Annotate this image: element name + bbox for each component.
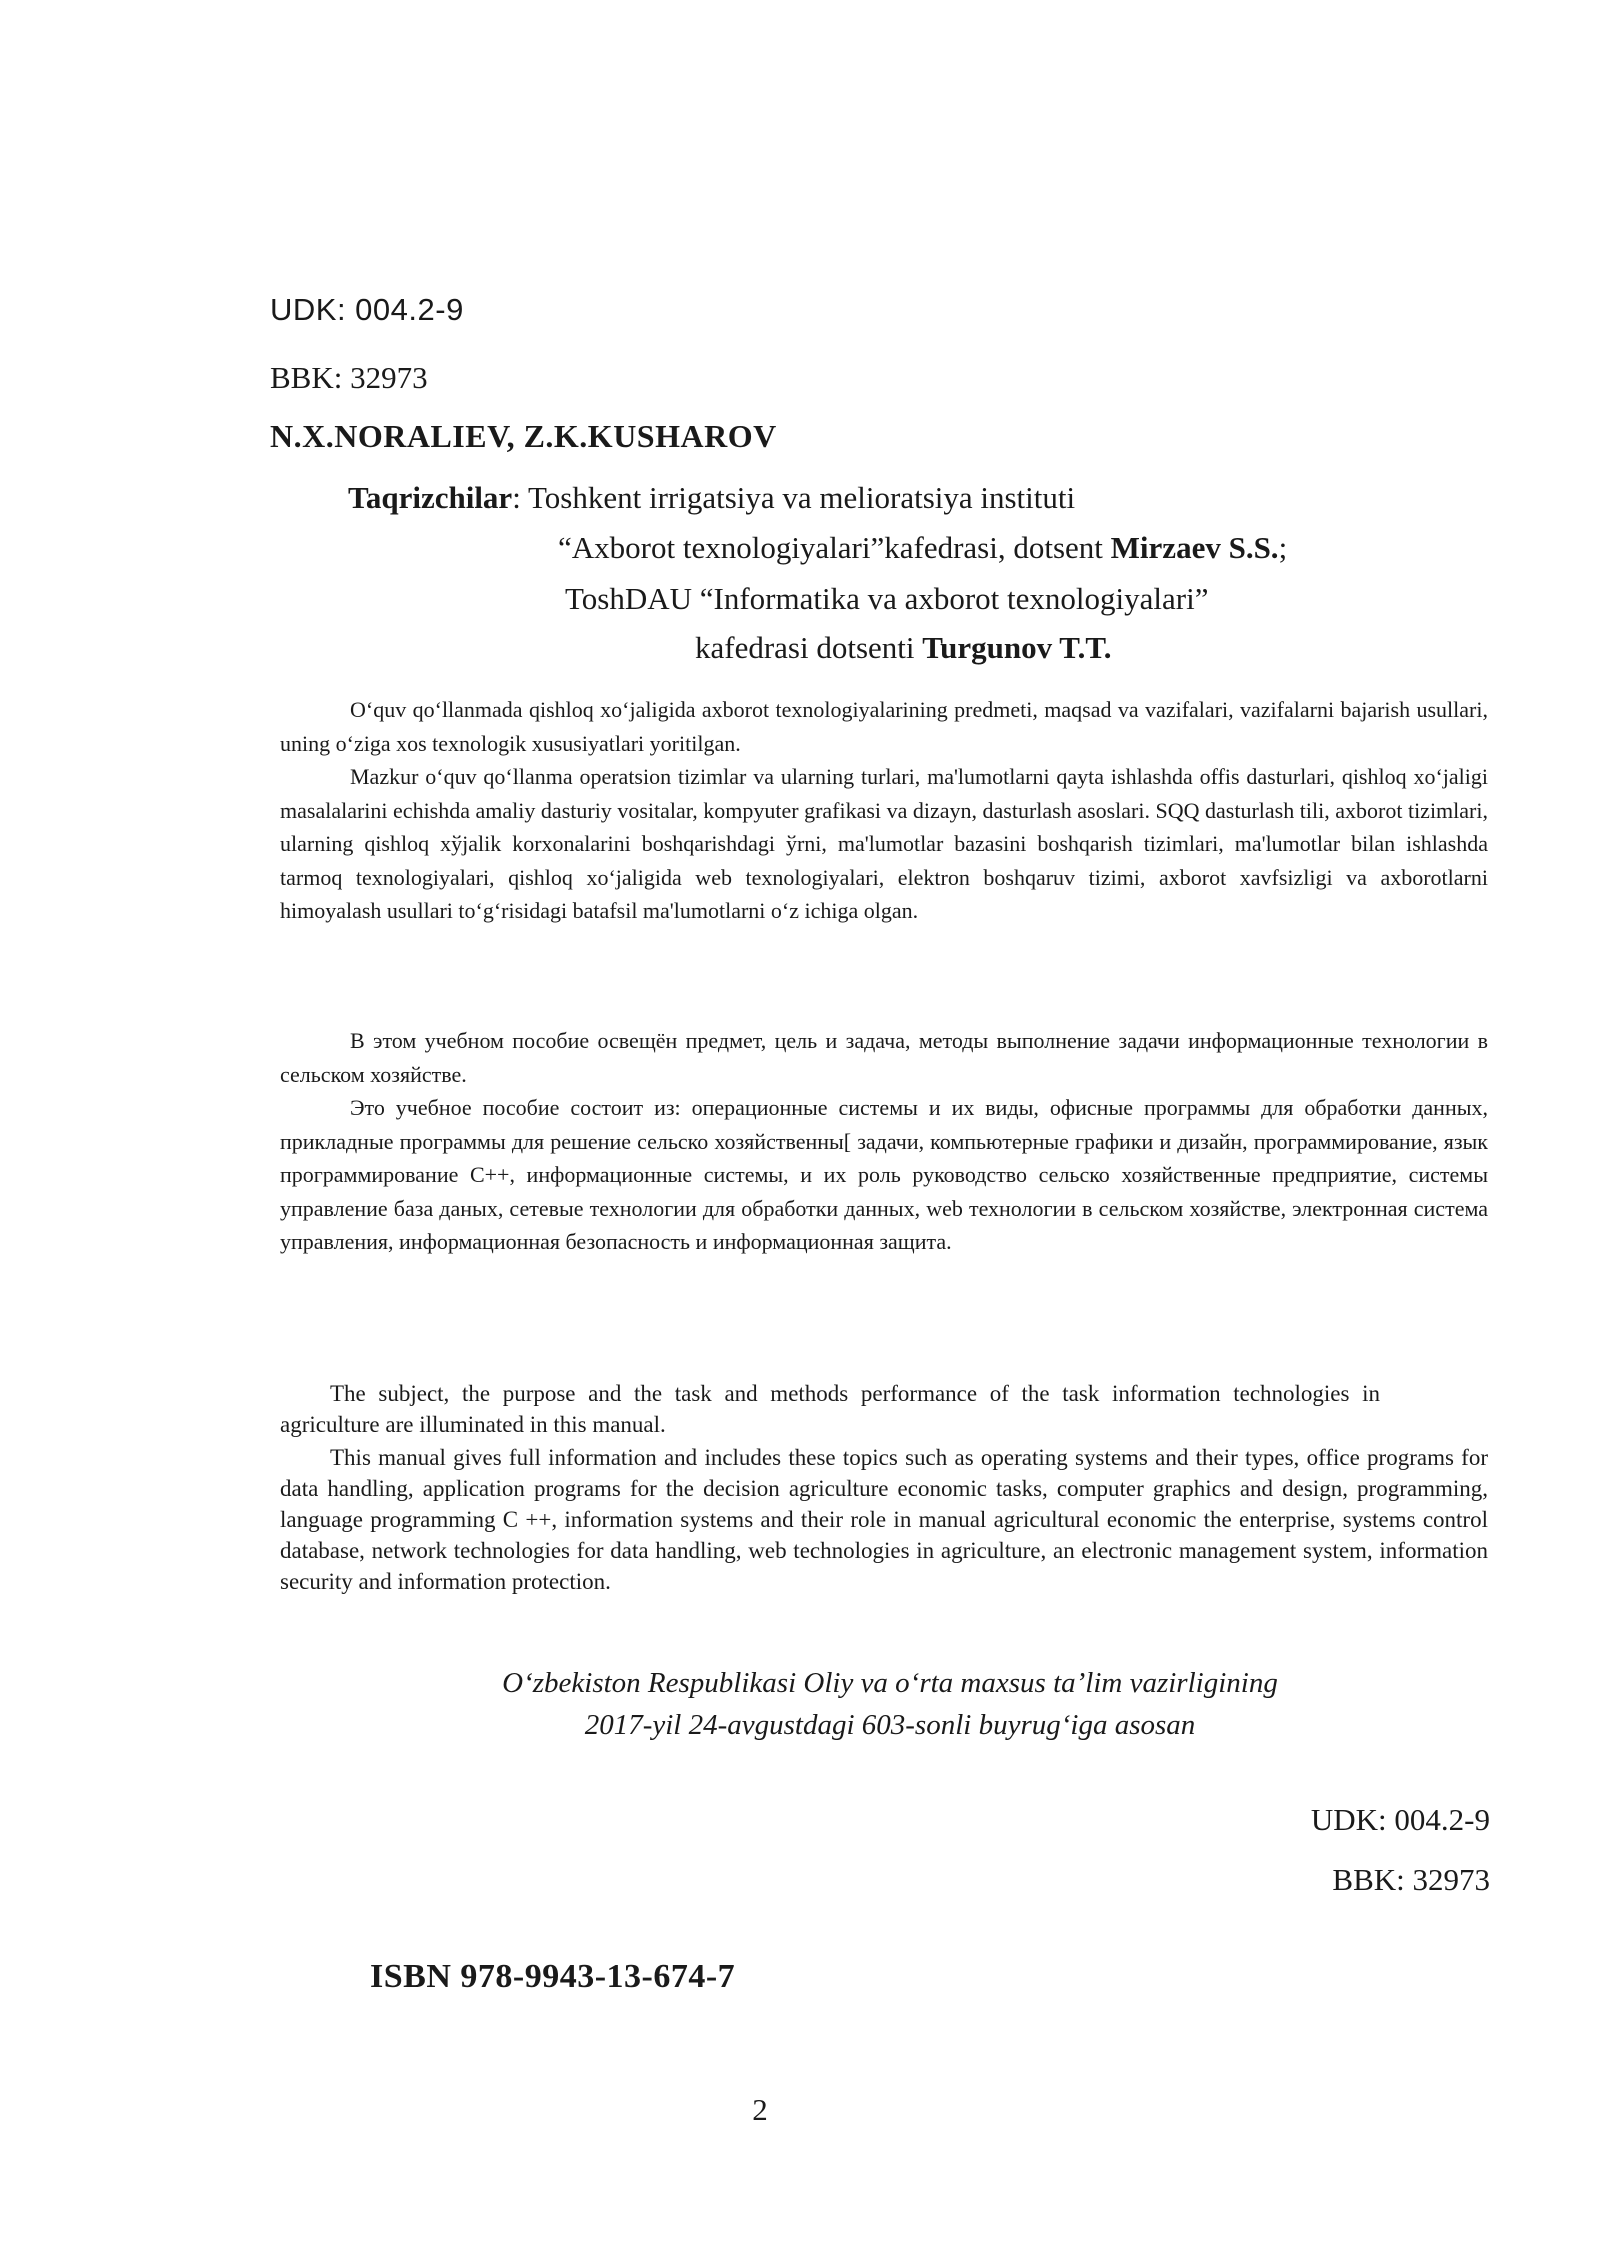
reviewer-punctuation: ; [1278, 530, 1288, 565]
reviewers-line-1 [348, 482, 1075, 513]
bbk-code-bottom: BBK: 32973 [1332, 1862, 1490, 1897]
udk-code-bottom: UDK: 004.2-9 [1310, 1802, 1490, 1837]
reviewers-line-4 [695, 632, 1112, 663]
isbn: ISBN 978-9943-13-674-7 [370, 1958, 736, 1995]
abstract-uz-paragraph-2: Mazkur o‘quv qo‘llanma operatsion tizimlar va ularning turlari, ma'lumotlarni qayta ishlashda offis dasturlari, qishloq xo‘jaligi masalalarini echishda amaliy dasturiy vositalar, kompyuter grafikasi va dizayn, dasturlash asoslari. SQQ dasturlash tili, axborot tizimlari, ularning qishloq xўjalik korxonalarini boshqarishdagi ўrni, ma'lumotlar bazasini boshqarish tizimlari, ma'lumotlar bilan ishlashda tarmoq texnologiyalari, qishloq xo‘jaligida web texnologiyalari, elektron boshqaruv tizimi, axborot xavfsizligi va axborotlarni himoyalash usullari to‘g‘risidagi batafsil ma'lumotlarni o‘z ichiga olgan. [280, 764, 1488, 923]
reviewer-institution-1: : Toshkent irrigatsiya va melioratsiya instituti [512, 480, 1076, 515]
reviewer-department-2: kafedrasi dotsenti [695, 630, 923, 665]
reviewers-line-3 [565, 583, 1208, 614]
abstract-en-paragraph-1: The subject, the purpose and the task and methods performance of the task information technologies in agriculture are illuminated in this manual. [280, 1381, 1380, 1437]
page-number: 2 [752, 2092, 768, 2127]
abstract-ru-paragraph-2: Это учебное пособие состоит из: операционные системы и их виды, офисные программы для обработки данных, прикладные программы для решение сельско хозяйственны[ задачи, компьютерные графики и дизайн, программирование, язык программирование С++, информационные системы, и их роль руководство сельско хозяйственные предприятие, системы управление база даных, сетевые технологии для обработки данных, web технологии в сельском хозяйстве, электронная система управления, информационная безопасность и информационная защита. [280, 1095, 1488, 1254]
bbk-code: BBK: 32973 [270, 360, 428, 395]
reviewer-name-1: Mirzaev S.S. [1110, 530, 1279, 565]
ministry-line-1: O‘zbekiston Respublikasi Oliy va o‘rta maxsus ta’lim vazirligining [502, 1667, 1278, 1699]
reviewer-department-1: “Axborot texnologiyalari”kafedrasi, dotsent [558, 530, 1111, 565]
reviewer-institution-2: ToshDAU “Informatika va axborot texnologiyalari” [565, 581, 1209, 616]
ministry-line-2: 2017-yil 24-avgustdagi 603-sonli buyrug‘iga asosan [584, 1709, 1196, 1741]
authors: N.X.NORALIEV, Z.K.KUSHAROV [270, 418, 777, 454]
reviewer-name-2: Turgunov T.T. [922, 630, 1112, 665]
abstract-ru-paragraph-1: В этом учебном пособие освещён предмет, цель и задача, методы выполнение задачи информационные технологии в сельском хозяйстве. [280, 1028, 1488, 1087]
abstract-en-paragraph-2: This manual gives full information and includes these topics such as operating systems and their types, office programs for data handling, application programs for the decision agriculture economic tasks, computer graphics and design, programming, language programming C ++, information systems and their role in manual agricultural economic the enterprise, systems control database, network technologies for data handling, web technologies in agriculture, an electronic management system, information security and information protection. [280, 1445, 1488, 1594]
reviewers-label: Taqrizchilar [348, 480, 513, 515]
udk-code: UDK: 004.2-9 [270, 292, 464, 327]
ministry-approval [300, 1662, 1480, 1746]
reviewers-line-2 [558, 532, 1287, 563]
abstract-uz-paragraph-1: O‘quv qo‘llanmada qishloq xo‘jaligida axborot texnologiyalarining predmeti, maqsad va vazifalari, vazifalarni bajarish usullari, uning o‘ziga xos texnologik xususiyatlari yoritilgan. [280, 697, 1488, 756]
